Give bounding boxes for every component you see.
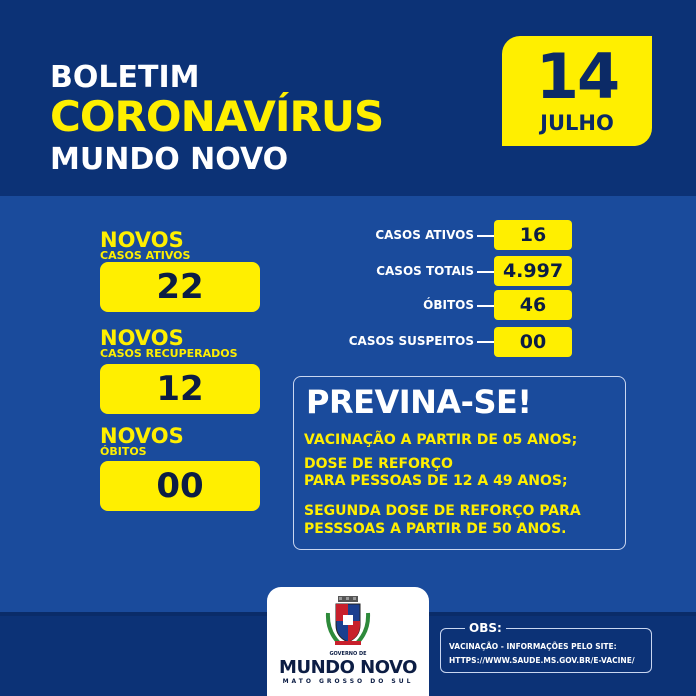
stat-casos-suspeitos-label: CASOS SUSPEITOS [348,334,474,348]
stat-casos-ativos-value: 16 [494,220,572,250]
date-day: 14 [535,40,619,113]
stat-connector [477,235,495,237]
obs-title: OBS: [465,621,506,635]
stat-connector [477,305,495,307]
novos-casos-ativos-label [100,230,190,261]
novos-title: NOVOS [100,326,184,350]
stat-casos-totais-value: 4.997 [494,256,572,286]
title-coronavirus: CORONAVÍRUS [50,92,384,141]
date-month: JULHO [540,111,614,135]
novos-casos-recuperados-label [100,328,238,359]
stat-obitos-value: 46 [494,290,572,320]
novos-subtitle: CASOS RECUPERADOS [100,347,238,360]
novos-title: NOVOS [100,424,184,448]
novos-obitos-value: 00 [100,461,260,511]
prevention-line: VACINAÇÃO A PARTIR DE 05 ANOS; [304,432,578,448]
prevention-line: SEGUNDA DOSE DE REFORÇO PARA [304,503,581,519]
novos-title: NOVOS [100,228,184,252]
title-city: MUNDO NOVO [50,142,289,177]
novos-casos-ativos-value: 22 [100,262,260,312]
logo-state-name: MATO GROSSO DO SUL [282,678,414,685]
obs-box [440,621,652,673]
obs-line: VACINAÇÃO - INFORMAÇÕES PELO SITE: [449,642,617,651]
prevention-line: PESSSOAS A PARTIR DE 50 ANOS. [304,521,567,537]
stat-connector [477,271,495,273]
coat-of-arms-icon [325,595,371,647]
prevention-title: PREVINA-SE! [306,383,532,421]
logo-gov-text: GOVERNO DE [329,651,367,657]
title-boletim: BOLETIM [50,60,200,95]
stat-connector [477,341,495,343]
date-badge [502,36,652,146]
stat-casos-totais-label: CASOS TOTAIS [376,264,474,278]
stat-casos-suspeitos-value: 00 [494,327,572,357]
novos-obitos-label [100,426,184,457]
novos-casos-recuperados-value: 12 [100,364,260,414]
novos-subtitle: ÓBITOS [100,445,147,458]
municipality-logo-card [267,587,429,696]
logo-city-name: MUNDO NOVO [279,657,417,678]
prevention-box [293,376,626,550]
novos-subtitle: CASOS ATIVOS [100,249,191,262]
prevention-line: DOSE DE REFORÇO [304,456,453,472]
stat-obitos-label: ÓBITOS [423,298,474,312]
obs-url: HTTPS://WWW.SAUDE.MS.GOV.BR/E-VACINE/ [449,656,635,665]
stat-casos-ativos-label: CASOS ATIVOS [375,228,474,242]
prevention-line: PARA PESSOAS DE 12 A 49 ANOS; [304,473,568,489]
